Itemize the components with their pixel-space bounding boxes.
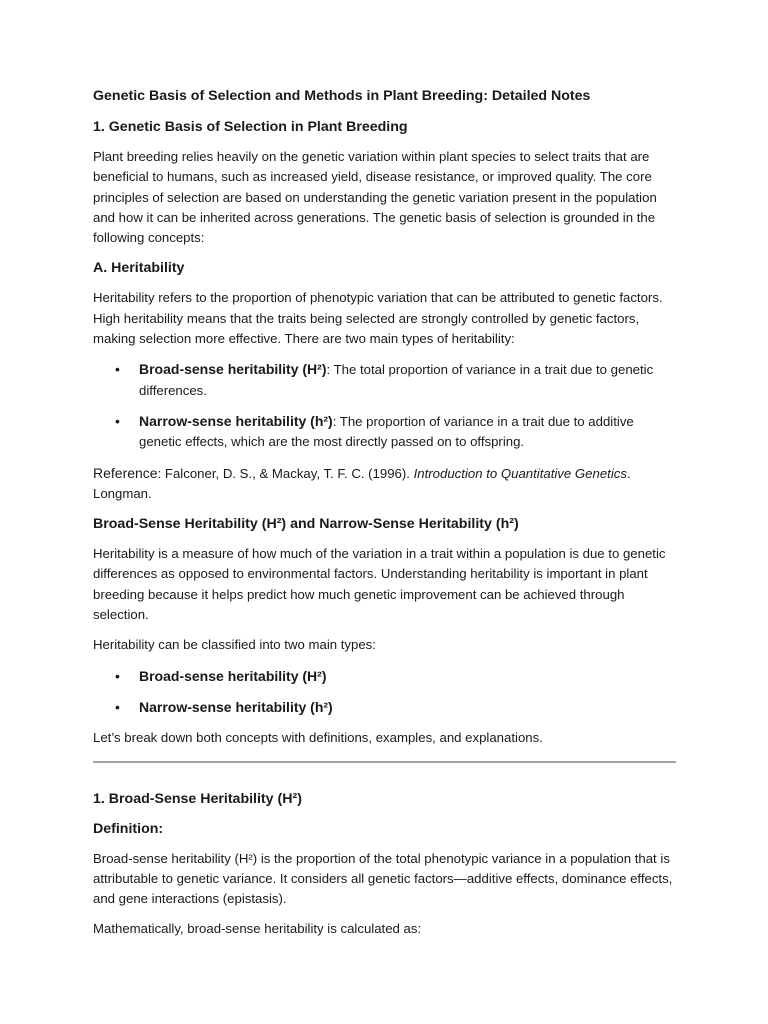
section-heading-broad-narrow: Broad-Sense Heritability (H²) and Narrow-Sense Heritability (h²) xyxy=(93,516,519,533)
list-item xyxy=(93,411,679,453)
reference-publisher: . Longman. xyxy=(93,465,631,501)
document-title: Genetic Basis of Selection and Methods in Plant Breeding: Detailed Notes xyxy=(93,88,591,104)
term-label: Broad-sense heritability (H²) xyxy=(139,667,327,684)
term-label: Broad-sense heritability (H²) xyxy=(139,361,327,378)
heritability-measure-paragraph: Heritability is a measure of how much of the variation in a trait within a population is due to genetic differences as opposed to environmental factors. Understanding heritability is important in plant breeding because it helps predict how much genetic improvement can be achieved through selection. xyxy=(93,546,666,623)
list-item xyxy=(93,359,679,401)
heritability-types-short-list xyxy=(93,666,679,719)
term-label: Narrow-sense heritability (h²) xyxy=(139,698,333,715)
reference-authors: : Falconer, D. S., & Mackay, T. F. C. (1996). xyxy=(157,465,414,481)
reference-paragraph xyxy=(93,463,679,505)
term-description: : The proportion of variance in a trait due to additive genetic effects, which are the most directly passed on to offspring. xyxy=(139,413,634,450)
math-intro-paragraph: Mathematically, broad-sense heritability is calculated as: xyxy=(93,921,422,937)
section-heading-broad-sense: 1. Broad-Sense Heritability (H²) xyxy=(93,790,302,807)
definition-paragraph: Broad-sense heritability (H²) is the proportion of the total phenotypic variance in a population that is attributable to genetic variance. It considers all genetic factors—additive effects, dominance effects, and gene interactions (epistasis). xyxy=(93,850,673,907)
term-label: Narrow-sense heritability (h²) xyxy=(139,412,333,429)
bullet-icon: • xyxy=(115,667,120,684)
bullet-icon: • xyxy=(115,698,120,715)
bullet-icon: • xyxy=(115,361,120,378)
reference-label: Reference xyxy=(93,464,158,481)
intro-paragraph: Plant breeding relies heavily on the genetic variation within plant species to select traits that are beneficial to humans, such as increased yield, disease resistance, or improved quality. The core principles of selection are based on understanding the genetic variation present in the population and how it can be inherited across generations. The genetic basis of selection is grounded in the following concepts: xyxy=(93,149,657,246)
heritability-paragraph: Heritability refers to the proportion of phenotypic variation that can be attributed to genetic factors. High heritability means that the traits being selected are strongly controlled by genetic factors, making selection more effective. There are two main types of heritability: xyxy=(93,290,663,347)
section-heading-genetic-basis: 1. Genetic Basis of Selection in Plant Breeding xyxy=(93,119,408,135)
reference-title: Introduction to Quantitative Genetics xyxy=(413,465,627,481)
breakdown-paragraph: Let’s break down both concepts with definitions, examples, and explanations. xyxy=(93,730,543,746)
list-item xyxy=(93,666,679,687)
document-page xyxy=(93,86,679,950)
term-description: : The total proportion of variance in a trait due to genetic differences. xyxy=(139,362,654,398)
definition-heading: Definition: xyxy=(93,820,164,837)
section-heading-heritability: A. Heritability xyxy=(93,260,185,277)
bullet-icon: • xyxy=(115,412,120,429)
list-item xyxy=(93,697,679,718)
heritability-types-list xyxy=(93,359,679,452)
section-divider xyxy=(93,761,676,763)
types-intro-paragraph: Heritability can be classified into two main types: xyxy=(93,637,376,653)
